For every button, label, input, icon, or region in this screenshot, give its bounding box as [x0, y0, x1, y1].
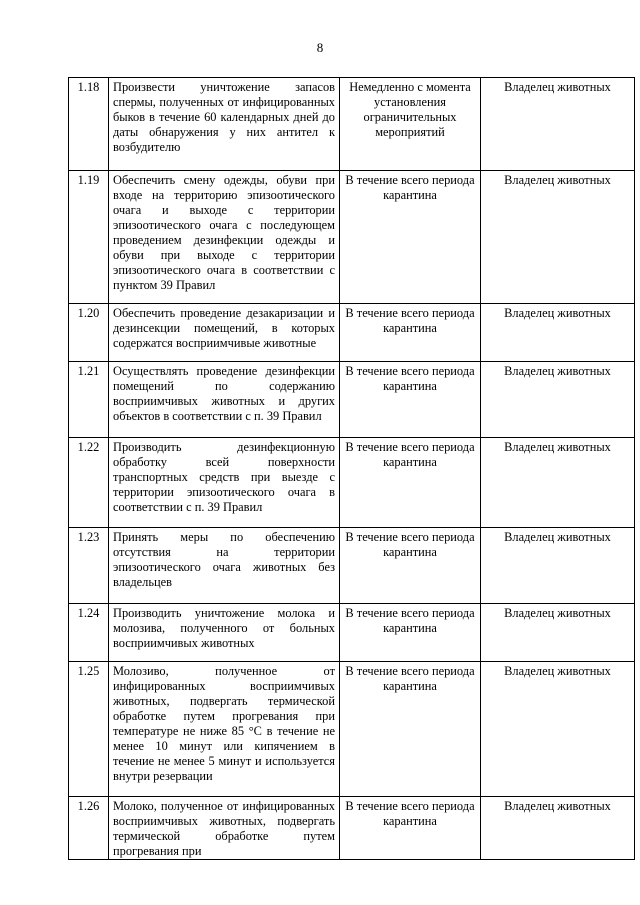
row-term: В течение всего периода карантина — [340, 362, 481, 438]
row-number: 1.22 — [69, 438, 109, 528]
table-row — [69, 304, 635, 362]
row-number: 1.24 — [69, 604, 109, 662]
table-row — [69, 438, 635, 528]
table-row — [69, 604, 635, 662]
table-row — [69, 78, 635, 171]
row-term: В течение всего периода карантина — [340, 662, 481, 797]
row-action: Производить дезинфекционную обработку всей поверхности транспортных средств при выезде с территории эпизоотического очага в соответствии с п. 39 Правил — [109, 438, 340, 528]
row-action: Обеспечить проведение дезакаризации и дезинсекции помещений, в которых содержатся восприимчивые животные — [109, 304, 340, 362]
row-term: В течение всего периода карантина — [340, 604, 481, 662]
table-row — [69, 171, 635, 304]
row-action: Осуществлять проведение дезинфекции помещений по содержанию восприимчивых животных и других объектов в соответствии с п. 39 Правил — [109, 362, 340, 438]
row-number: 1.25 — [69, 662, 109, 797]
row-number: 1.23 — [69, 528, 109, 604]
row-responsible: Владелец животных — [481, 797, 635, 860]
row-responsible: Владелец животных — [481, 171, 635, 304]
row-responsible: Владелец животных — [481, 362, 635, 438]
row-action: Молоко, полученное от инфицированных восприимчивых животных, подвергать термической обработке путем прогревания при — [109, 797, 340, 860]
row-responsible: Владелец животных — [481, 604, 635, 662]
row-term: В течение всего периода карантина — [340, 528, 481, 604]
table-row — [69, 528, 635, 604]
table-row — [69, 797, 635, 860]
row-number: 1.20 — [69, 304, 109, 362]
row-action: Принять меры по обеспечению отсутствия на территории эпизоотического очага животных без владельцев — [109, 528, 340, 604]
row-responsible: Владелец животных — [481, 438, 635, 528]
row-responsible: Владелец животных — [481, 662, 635, 797]
row-responsible: Владелец животных — [481, 78, 635, 171]
row-action: Обеспечить смену одежды, обуви при входе на территорию эпизоотического очага и выходе с территории эпизоотического очага с последующем проведением дезинфекции одежды и обуви при выходе с территории эпизоотического очага в соответствии с пунктом 39 Правил — [109, 171, 340, 304]
table-row — [69, 362, 635, 438]
measures-table — [68, 77, 635, 860]
row-term: В течение всего периода карантина — [340, 438, 481, 528]
row-number: 1.18 — [69, 78, 109, 171]
page-number: 8 — [316, 40, 324, 55]
row-number: 1.19 — [69, 171, 109, 304]
row-term: В течение всего периода карантина — [340, 304, 481, 362]
row-action: Произвести уничтожение запасов спермы, полученных от инфицированных быков в течение 60 календарных дней до даты обнаружения у них антител к возбудителю — [109, 78, 340, 171]
row-action: Молозиво, полученное от инфицированных восприимчивых животных, подвергать термической обработке путем прогревания при температуре не ниже 85 °С в течение не менее 10 минут или кипячением в течение не менее 5 минут и используется внутри резервации — [109, 662, 340, 797]
row-term: В течение всего периода карантина — [340, 171, 481, 304]
row-action: Производить уничтожение молока и молозива, полученного от больных восприимчивых животных — [109, 604, 340, 662]
row-number: 1.21 — [69, 362, 109, 438]
row-responsible: Владелец животных — [481, 528, 635, 604]
table-row — [69, 662, 635, 797]
row-responsible: Владелец животных — [481, 304, 635, 362]
row-term: Немедленно с момента установления ограничительных мероприятий — [340, 78, 481, 171]
row-number: 1.26 — [69, 797, 109, 860]
row-term: В течение всего периода карантина — [340, 797, 481, 860]
